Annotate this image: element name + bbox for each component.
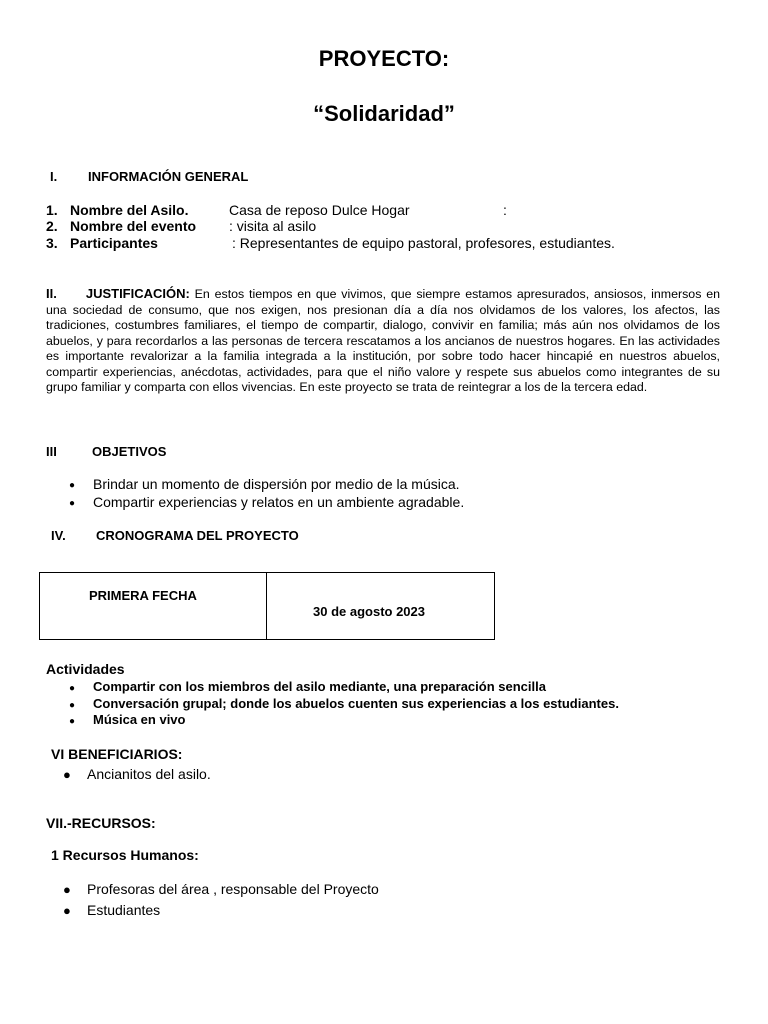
- schedule-date-cell: 30 de agosto 2023: [313, 604, 425, 619]
- activity-item: Música en vivo: [93, 712, 186, 727]
- human-resources-title: 1 Recursos Humanos:: [51, 847, 199, 863]
- bullet-icon: ●: [69, 498, 76, 509]
- resource-item: Profesoras del área , responsable del Proyecto: [87, 881, 379, 897]
- bullet-icon: ●: [63, 767, 71, 782]
- objective-item: Compartir experiencias y relatos en un ambiente agradable.: [93, 494, 465, 510]
- bullet-icon: ●: [63, 903, 71, 918]
- justification-text: En estos tiempos en que vivimos, que siempre estamos apresurados, ansiosos, inmersos en una sociedad de consumo, que nos exigen, nos presionan día a día nos olvidamos de los valores, los afectos, las tradiciones, costumbres familiares, el tiempo de compartir, dialogo, convivir en familia; más aún nos olvidamos de los abuelos, y para recordarlos a las personas de tercera rescatamos a los ancianos de nuestros hogares. En las actividades es importante revalorizar a la familia integrada a la institución, por sobre todo hacer hincapié en nuestros abuelos, compartir experiencias, anécdotas, actividades, para que el niño valore y respete sus abuelos como integrantes de su grupo familiar y comparta con ellos vivencias. En este proyecto se trata de reintegrar a los de la tercera edad.: [46, 287, 720, 394]
- objectives-number: III: [46, 444, 57, 459]
- resources-title: VII.-RECURSOS:: [46, 815, 156, 831]
- schedule-table: [39, 572, 495, 640]
- info-3-value: : Representantes de equipo pastoral, profesores, estudiantes.: [232, 235, 615, 251]
- info-1-label: Nombre del Asilo.: [70, 202, 189, 218]
- justification-paragraph: [46, 286, 720, 396]
- schedule-title: CRONOGRAMA DEL PROYECTO: [96, 528, 299, 543]
- objectives-title: OBJETIVOS: [92, 444, 167, 459]
- info-2-label: Nombre del evento: [70, 218, 197, 234]
- section-1-title: INFORMACIÓN GENERAL: [88, 169, 249, 184]
- page-title: PROYECTO:: [318, 46, 450, 71]
- justification-number: II.: [46, 286, 57, 301]
- info-1-value: Casa de reposo Dulce Hogar: [229, 202, 410, 218]
- bullet-icon: ●: [69, 480, 76, 491]
- schedule-number: IV.: [51, 528, 66, 543]
- resource-item: Estudiantes: [87, 902, 161, 918]
- info-2-number: 2.: [46, 218, 58, 234]
- objective-item: Brindar un momento de dispersión por medio de la música.: [93, 476, 460, 492]
- activity-item: Conversación grupal; donde los abuelos cuenten sus experiencias a los estudiantes.: [93, 696, 619, 711]
- beneficiary-item: Ancianitos del asilo.: [87, 766, 211, 782]
- bullet-icon: ●: [69, 716, 76, 727]
- section-1-number: I.: [50, 169, 58, 184]
- bullet-icon: ●: [69, 683, 76, 694]
- beneficiaries-title: VI BENEFICIARIOS:: [51, 746, 183, 762]
- info-2-value: : visita al asilo: [229, 218, 317, 234]
- bullet-icon: ●: [69, 700, 76, 711]
- activities-title: Actividades: [46, 661, 125, 677]
- info-1-suffix: :: [503, 202, 507, 218]
- project-name: “Solidaridad”: [313, 101, 455, 126]
- info-3-number: 3.: [46, 235, 58, 251]
- activity-item: Compartir con los miembros del asilo mediante, una preparación sencilla: [93, 679, 546, 694]
- schedule-label-cell: PRIMERA FECHA: [89, 588, 197, 603]
- info-3-label: Participantes: [70, 235, 158, 251]
- justification-title: JUSTIFICACIÓN:: [85, 286, 190, 301]
- info-1-number: 1.: [46, 202, 58, 218]
- bullet-icon: ●: [63, 882, 71, 897]
- table-divider: [266, 573, 267, 639]
